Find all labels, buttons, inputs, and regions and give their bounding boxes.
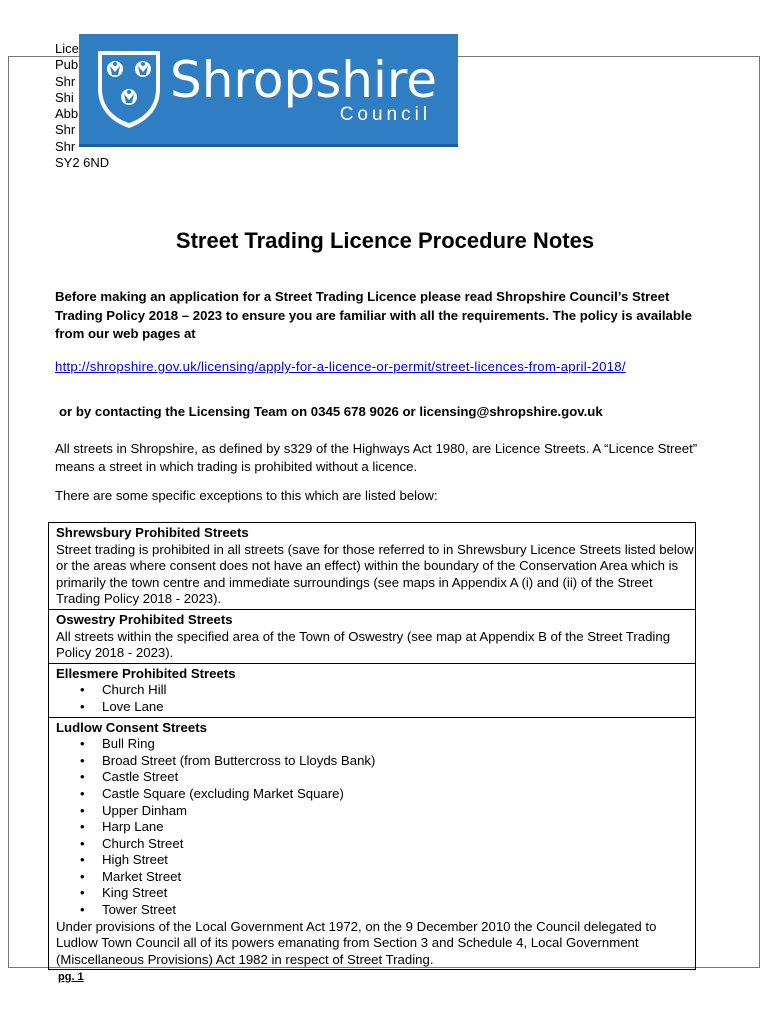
list-item bbox=[80, 819, 695, 836]
street-name: Castle Street bbox=[102, 769, 179, 785]
logo-subtitle: Council bbox=[339, 103, 432, 125]
document-title: Street Trading Licence Procedure Notes bbox=[175, 228, 595, 253]
street-name: Upper Dinham bbox=[102, 802, 188, 818]
council-crest-icon bbox=[96, 49, 162, 129]
section-heading: Ellesmere Prohibited Streets bbox=[56, 665, 236, 681]
bullet: • bbox=[80, 698, 85, 714]
logo-wordmark bbox=[170, 50, 438, 125]
bullet: • bbox=[80, 902, 85, 918]
street-name: Harp Lane bbox=[102, 819, 164, 835]
street-name: Broad Street (from Buttercross to Lloyds Bank) bbox=[102, 752, 376, 768]
section-heading: Ludlow Consent Streets bbox=[56, 719, 207, 735]
address-line: Abb bbox=[55, 106, 79, 122]
section-text: All streets within the specified area of the Town of Oswestry (see map at Appendix B of the Street Trading Policy 2018 - 2023). bbox=[56, 628, 671, 661]
intro-paragraph: Before making an application for a Street Trading Licence please read Shropshire Council’s Street Trading Policy 2018 – 2023 to ensure you are familiar with all the requirements. The policy is available from our web pages at bbox=[55, 289, 692, 342]
address-line: Shr bbox=[55, 73, 76, 89]
logo-name: Shropshire bbox=[170, 50, 438, 109]
page-number: pg. 1 bbox=[58, 971, 84, 983]
ludlow-section bbox=[49, 717, 695, 970]
list-item bbox=[80, 902, 695, 919]
bullet: • bbox=[80, 819, 85, 835]
bullet: • bbox=[80, 852, 85, 868]
list-item bbox=[80, 852, 695, 869]
ellesmere-section bbox=[49, 663, 695, 717]
street-list bbox=[56, 682, 695, 715]
street-name: High Street bbox=[102, 852, 168, 868]
street-name: Bull Ring bbox=[102, 736, 155, 752]
street-exceptions-table bbox=[48, 522, 696, 970]
section-heading: Oswestry Prohibited Streets bbox=[56, 611, 233, 627]
list-item bbox=[80, 836, 695, 853]
contact-details: or by contacting the Licensing Team on 0345 678 9026 or licensing@shropshire.gov.uk bbox=[59, 404, 603, 419]
bullet: • bbox=[80, 868, 85, 884]
policy-link[interactable]: http://shropshire.gov.uk/licensing/apply-for-a-licence-or-permit/street-licences-from-april-2018/ bbox=[55, 359, 626, 374]
section-heading: Shrewsbury Prohibited Streets bbox=[56, 525, 249, 540]
street-list bbox=[56, 736, 695, 919]
delegation-note: Under provisions of the Local Government Act 1972, on the 9 December 2010 the Council delegated to Ludlow Town Council all of its powers emanating from Section 3 and Schedule 4, Local Government (Miscellaneous Provisions) Act 1982 in respect of Street Trading. bbox=[56, 918, 657, 967]
list-item bbox=[80, 682, 695, 699]
section-text: Street trading is prohibited in all streets (save for those referred to in Shrewsbury Licence Streets listed below or the areas where consent does not have an effect) within the boundary of the Conservation Area which is primarily the town centre and immediate surroundings (see maps in Appendix A (i) and (ii) of the Street Trading Policy 2018 - 2023). bbox=[56, 541, 694, 607]
address-line: Pub bbox=[55, 57, 79, 73]
list-item bbox=[80, 869, 695, 886]
address-line: Shr bbox=[55, 138, 76, 154]
bullet: • bbox=[80, 802, 85, 818]
street-name: Castle Square (excluding Market Square) bbox=[102, 785, 344, 801]
bullet: • bbox=[80, 885, 85, 901]
bullet: • bbox=[80, 752, 85, 768]
exceptions-intro: There are some specific exceptions to this which are listed below: bbox=[55, 488, 438, 503]
bullet: • bbox=[80, 682, 85, 698]
bullet: • bbox=[80, 736, 85, 752]
shrewsbury-section bbox=[49, 523, 695, 609]
street-name: King Street bbox=[102, 885, 168, 901]
shropshire-council-logo bbox=[79, 34, 458, 147]
licence-streets-paragraph: All streets in Shropshire, as defined by s329 of the Highways Act 1980, are Licence Streets. A “Licence Street” means a street in which trading is prohibited without a licence. bbox=[55, 441, 698, 474]
list-item bbox=[80, 699, 695, 716]
address-line: Lice bbox=[55, 41, 79, 56]
list-item bbox=[80, 769, 695, 786]
bullet: • bbox=[80, 835, 85, 851]
street-name: Church Hill bbox=[102, 682, 167, 698]
street-name: Market Street bbox=[102, 868, 182, 884]
street-name: Love Lane bbox=[102, 698, 164, 714]
list-item bbox=[80, 786, 695, 803]
list-item bbox=[80, 803, 695, 820]
address-line: Shr bbox=[55, 122, 76, 138]
bullet: • bbox=[80, 785, 85, 801]
street-name: Tower Street bbox=[102, 902, 177, 918]
list-item bbox=[80, 736, 695, 753]
list-item bbox=[80, 753, 695, 770]
bullet: • bbox=[80, 769, 85, 785]
address-postcode: SY2 6ND bbox=[55, 155, 110, 171]
list-item bbox=[80, 885, 695, 902]
street-name: Church Street bbox=[102, 835, 184, 851]
address-line: Shi bbox=[55, 89, 74, 105]
oswestry-section bbox=[49, 609, 695, 663]
